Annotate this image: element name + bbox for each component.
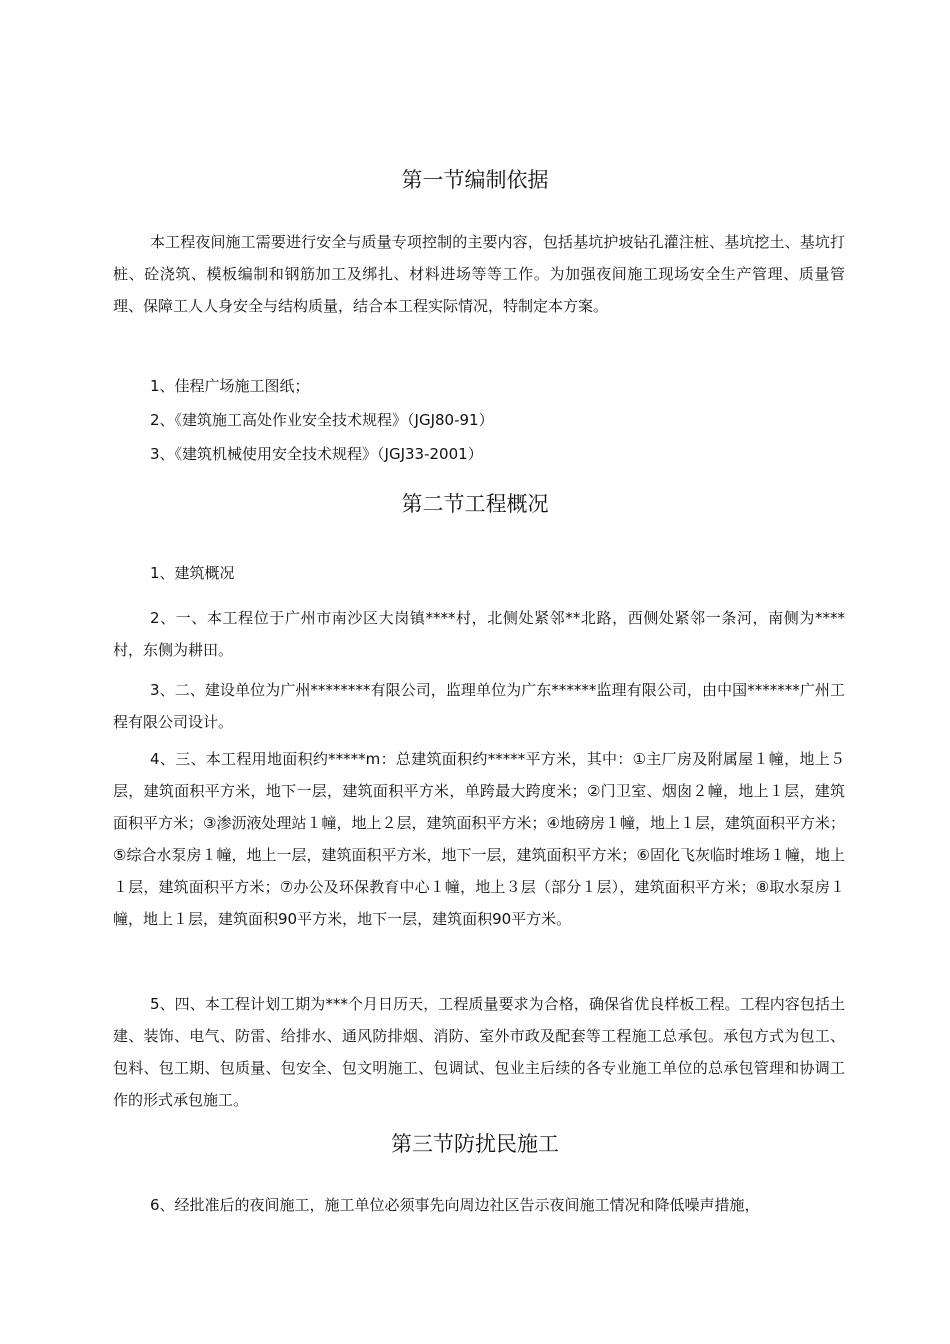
overview-item-3: 3、二、建设单位为广州********有限公司，监理单位为广东******监理有限公司，由中国*******广州工程有限公司设计。 xyxy=(113,681,845,731)
section-3-title: 第三节防扰民施工 xyxy=(391,1132,559,1156)
section-1-intro-paragraph: 本工程夜间施工需要进行安全与质量专项控制的主要内容，包括基坑护坡钻孔灌注桩、基坑挖土、基坑打桩、砼浇筑、模板编制和钢筋加工及绑扎、材料进场等等工作。为加强夜间施工现场安全生产管理、质量管理、保障工人人身安全与结构质量，结合本工程实际情况，特制定本方案。 xyxy=(113,233,845,315)
overview-item-4: 4、三、本工程用地面积约*****m：总建筑面积约*****平方米，其中：①主厂房及附属屋１幢，地上５层，建筑面积平方米，地下一层，建筑面积平方米，单跨最大跨度米；②门卫室、烟囱２幢，地上１层，建筑面积平方米；③渗沥液处理站１幢，地上２层，建筑面积平方米；④地磅房１幢，地上１层，建筑面积平方米；⑤综合水泵房１幢，地上一层，建筑面积平方米，地下一层，建筑面积平方米；⑥固化飞灰临时堆场１幢，地上１层，建筑面积平方米；⑦办公及环保教育中心１幢，地上３层（部分１层），建筑面积平方米；⑧取水泵房１幢，地上１层，建筑面积90平方米，地下一层，建筑面积90平方米。 xyxy=(113,750,845,928)
basis-item-1: 1、佳程广场施工图纸； xyxy=(150,377,310,395)
overview-item-2: 2、一、本工程位于广州市南沙区大岗镇****村，北侧处紧邻**北路，西侧处紧邻一条河，南侧为****村，东侧为耕田。 xyxy=(113,609,845,659)
basis-item-2: 2、《建筑施工高处作业安全技术规程》（JGJ80-91） xyxy=(150,411,494,429)
noise-item-6: 6、经批准后的夜间施工，施工单位必须事先向周边社区告示夜间施工情况和降低噪声措施， xyxy=(150,1196,760,1214)
section-1-title: 第一节编制依据 xyxy=(401,168,549,192)
section-2-title: 第二节工程概况 xyxy=(401,492,549,516)
overview-item-5: 5、四、本工程计划工期为***个月日历天，工程质量要求为合格，确保省优良样板工程。工程内容包括土建、装饰、电气、防雷、给排水、通风防排烟、消防、室外市政及配套等工程施工总承包。承包方式为包工、包料、包工期、包质量、包安全、包文明施工、包调试、包业主后续的各专业施工单位的总承包管理和协调工作的形式承包施工。 xyxy=(113,995,845,1109)
overview-item-1: 1、建筑概况 xyxy=(150,564,235,582)
basis-item-3: 3、《建筑机械使用安全技术规程》（JGJ33-2001） xyxy=(150,445,483,463)
